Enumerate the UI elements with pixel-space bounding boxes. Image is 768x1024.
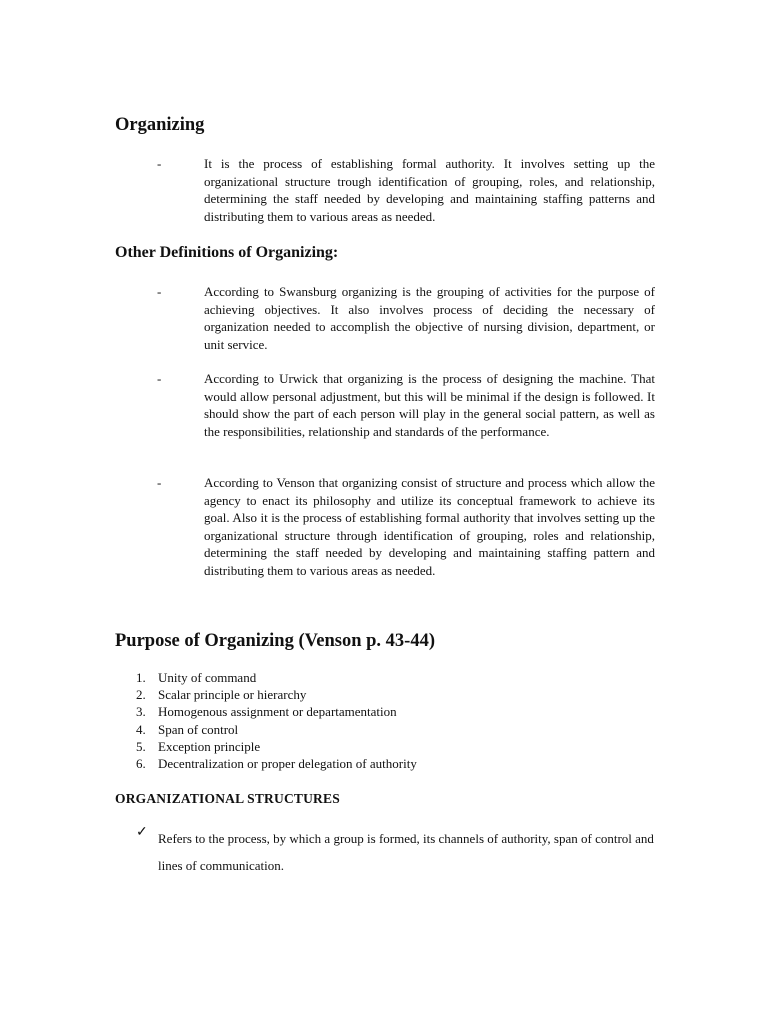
list-item: 2. Scalar principle or hierarchy: [136, 687, 307, 703]
list-item: 3. Homogenous assignment or departamentation: [136, 704, 397, 720]
intro-paragraph: It is the process of establishing formal authority. It involves setting up the organizational structure trough identification of grouping, roles, and relationship, determining the staff needed by developing and maintaining staffing patterns and distributing them to various areas as needed.: [204, 156, 655, 224]
definition-bullet-3: -: [157, 475, 162, 490]
definition-venson: According to Venson that organizing consist of structure and process which allow the agency to enact its philosophy and utilize its conceptual framework to achieve its goal. Also it is the process of establishing formal authority that involves setting up the organizational structure through identification of grouping, roles and relationship, determining the staff needed by developing and maintaining staffing pattern and distributing them to various areas as needed.: [204, 475, 655, 578]
list-item: 1. Unity of command: [136, 670, 257, 685]
definition-swansburg: According to Swansburg organizing is the grouping of activities for the purpose of achieving objectives. It also involves process of deciding the necessary of organization needed to accomplish the objective of nursing division, department, or unit service.: [204, 284, 655, 352]
definition-urwick: According to Urwick that organizing is the process of designing the machine. That would allow personal adjustment, but this will be minimal if the design is followed. It should show the part of each person will play in the general social pattern, as well as the responsibilities, relationship and standards of the performance.: [204, 371, 655, 439]
list-item: 4. Span of control: [136, 721, 239, 737]
definition-bullet-2: -: [157, 371, 162, 386]
purpose-list: [136, 669, 556, 772]
checkmark-icon: ✓: [136, 825, 148, 840]
structures-paragraph: Refers to the process, by which a group is formed, its channels of authority, span of control and lines of communication.: [158, 831, 654, 873]
organizational-structures-heading: ORGANIZATIONAL STRUCTURES: [115, 791, 340, 806]
list-item: 5. Exception principle: [136, 738, 261, 754]
intro-bullet: -: [157, 156, 162, 171]
purpose-heading: Purpose of Organizing (Venson p. 43-44): [115, 631, 436, 651]
definition-bullet-1: -: [157, 284, 162, 299]
page-title: Organizing: [115, 115, 205, 135]
other-definitions-heading: Other Definitions of Organizing:: [115, 244, 339, 261]
list-item: 6. Decentralization or proper delegation of authority: [136, 755, 417, 771]
